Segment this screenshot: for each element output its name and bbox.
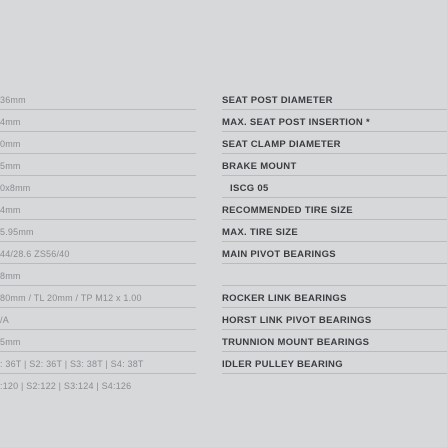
spec-value-row <box>0 374 196 396</box>
spec-label: MAIN PIVOT BEARINGS <box>222 249 336 260</box>
spec-label: MAX. SEAT POST INSERTION * <box>222 117 371 128</box>
spec-label-row <box>222 132 447 154</box>
spec-value: 8mm <box>0 271 21 281</box>
spec-labels-column <box>222 88 447 374</box>
spec-value: 5mm <box>0 161 21 171</box>
spec-label: RECOMMENDED TIRE SIZE <box>222 205 353 216</box>
spec-value: 4mm <box>0 205 21 215</box>
spec-value-row <box>0 330 196 352</box>
spec-label-row <box>222 308 447 330</box>
spec-label-row <box>222 242 447 264</box>
spec-value: 0x8mm <box>0 183 31 193</box>
spec-label-row <box>222 220 447 242</box>
spec-label-row <box>222 110 447 132</box>
spec-label: BRAKE MOUNT <box>222 161 297 172</box>
spec-value: 4mm <box>0 117 21 127</box>
spec-value-row <box>0 154 196 176</box>
spec-label-row <box>222 352 447 374</box>
spec-label-row <box>222 176 447 198</box>
spec-label-row <box>222 286 447 308</box>
spec-value-row <box>0 242 196 264</box>
spec-label: ROCKER LINK BEARINGS <box>222 293 347 304</box>
spec-label: IDLER PULLEY BEARING <box>222 359 343 370</box>
spec-value: 36mm <box>0 95 26 105</box>
spec-value-row <box>0 88 196 110</box>
spec-values-column <box>0 88 196 396</box>
spec-value: /A <box>0 315 9 325</box>
spec-label-row <box>222 264 447 286</box>
spec-label: MAX. TIRE SIZE <box>222 227 298 238</box>
spec-value-row <box>0 286 196 308</box>
spec-value: 5.95mm <box>0 227 34 237</box>
spec-label-row <box>222 154 447 176</box>
spec-label-row <box>222 88 447 110</box>
spec-value-row <box>0 308 196 330</box>
spec-value-row <box>0 198 196 220</box>
spec-value: 5mm <box>0 337 21 347</box>
spec-label: HORST LINK PIVOT BEARINGS <box>222 315 372 326</box>
spec-value: 80mm / TL 20mm / TP M12 x 1.00 <box>0 293 142 303</box>
spec-value-row <box>0 176 196 198</box>
spec-label: TRUNNION MOUNT BEARINGS <box>222 337 370 348</box>
spec-value: 44/28.6 ZS56/40 <box>0 249 70 259</box>
spec-value-row <box>0 110 196 132</box>
spec-value: 0mm <box>0 139 21 149</box>
spec-value-row <box>0 132 196 154</box>
spec-value: :120 | S2:122 | S3:124 | S4:126 <box>0 381 132 391</box>
spec-label: SEAT CLAMP DIAMETER <box>222 139 341 150</box>
spec-value-row <box>0 264 196 286</box>
spec-value: : 36T | S2: 36T | S3: 38T | S4: 38T <box>0 359 144 369</box>
spec-label-row <box>222 198 447 220</box>
spec-label-row <box>222 330 447 352</box>
spec-value-row <box>0 220 196 242</box>
spec-value-row <box>0 352 196 374</box>
spec-label: SEAT POST DIAMETER <box>222 95 333 106</box>
spec-label: ISCG 05 <box>230 183 269 194</box>
